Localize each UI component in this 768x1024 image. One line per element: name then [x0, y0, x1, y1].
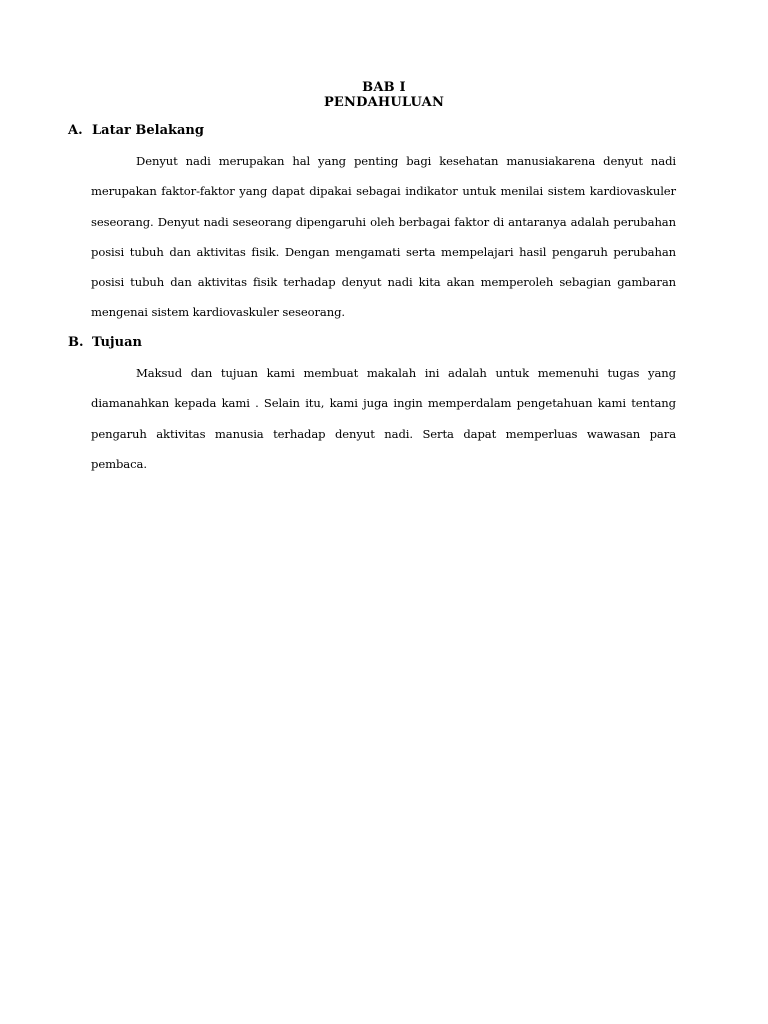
paragraph-tujuan: Maksud dan tujuan kami membuat makalah ini adalah untuk memenuhi tugas yang diamanahkan kepada kami . Selain itu, kami juga ingin memperdalam pengetahuan kami tentang pengaruh aktivitas manusia terhadap denyut nadi. Serta dapat memperluas wawasan para pembaca.: [91, 366, 676, 471]
section-heading-text: Latar Belakang: [92, 123, 204, 138]
section-heading-latar-belakang: [68, 123, 204, 139]
section-heading-text: Tujuan: [92, 335, 142, 350]
chapter-heading: BAB I: [362, 80, 406, 95]
paragraph-latar-belakang: Denyut nadi merupakan hal yang penting bagi kesehatan manusiakarena denyut nadi merupakan faktor-faktor yang dapat dipakai sebagai indikator untuk menilai sistem kardiovaskuler seseorang. Denyut nadi seseorang dipengaruhi oleh berbagai faktor di antaranya adalah perubahan posisi tubuh dan aktivitas fisik. Dengan mengamati serta mempelajari hasil pengaruh perubahan posisi tubuh dan aktivitas fisik terhadap denyut nadi kita akan memperoleh sebagian gambaran mengenai sistem kardiovaskuler seseorang.: [91, 154, 676, 320]
section-heading-tujuan: [68, 335, 142, 351]
chapter-title: PENDAHULUAN: [323, 95, 445, 110]
section-letter: B.: [68, 335, 84, 350]
section-letter: A.: [68, 123, 83, 138]
